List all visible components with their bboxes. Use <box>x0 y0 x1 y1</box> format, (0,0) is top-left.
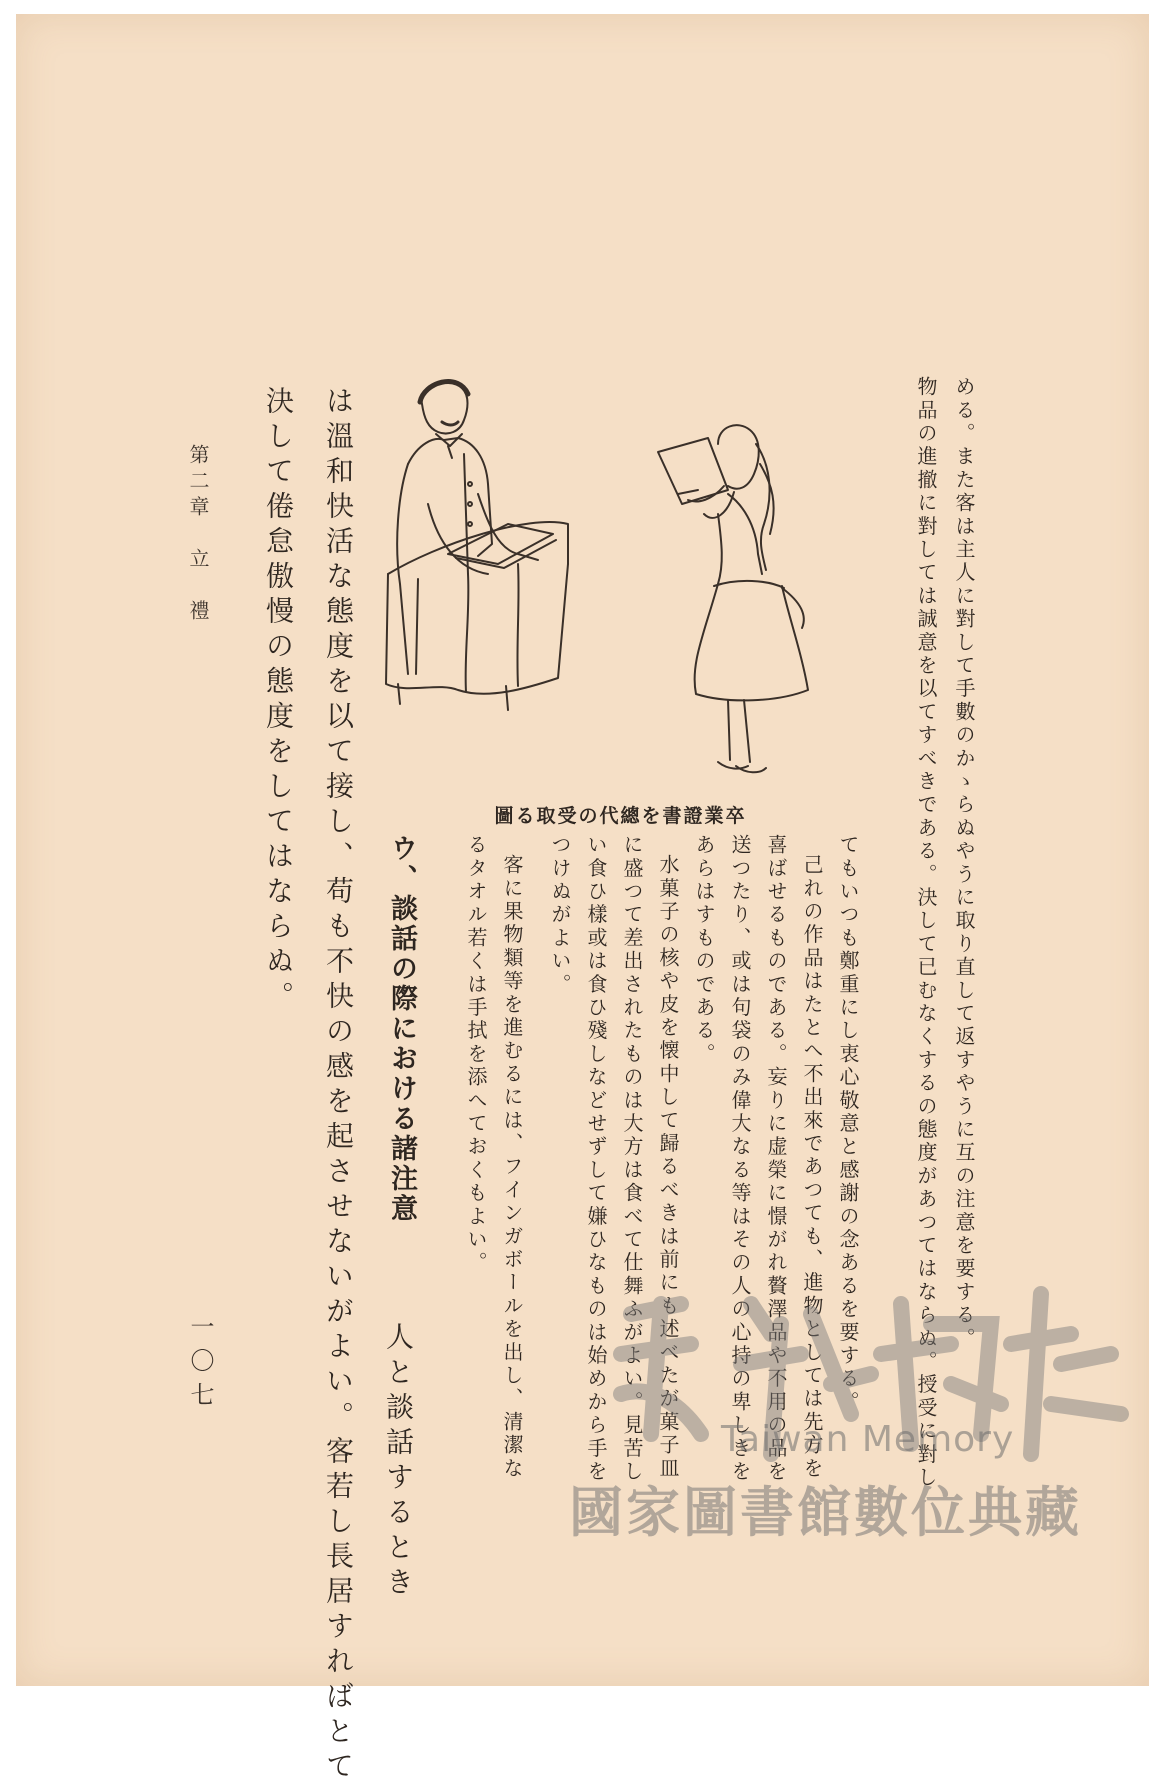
text-column-4: 己れの作品はたとへ不出來であつても、進物としては先方を <box>800 854 824 1481</box>
text-column-13: るタオル若くは手拭を添へておくもよい。 <box>464 834 488 1275</box>
text-column-1: める。また客は主人に對して手數のかゝらぬやうに取り直して返すやうに互の注意を要する。 <box>952 376 976 1351</box>
text-column-5: 喜ばせるものである。妄りに虚榮に憬がれ贅澤品や不用の品を <box>764 834 788 1484</box>
page-number: 一〇七 <box>186 1314 214 1416</box>
text-column-3: てもいつも鄭重にし衷心敬意と感謝の念あるを要する。 <box>836 834 860 1414</box>
text-column-8: 水菓子の核や皮を懐中して歸るべきは前にも述べたが菓子皿 <box>656 854 680 1481</box>
text-column-12: 客に果物類等を進むるには、フインガボールを出し、清潔な <box>500 854 524 1481</box>
running-head: 第二章 立 禮 <box>186 444 210 626</box>
watermark-chinese: 國家圖書館數位典藏 <box>569 1481 1082 1544</box>
body-column-2: 決して倦怠傲慢の態度をしてはならぬ。 <box>262 386 295 1016</box>
watermark-english: Taiwan Memory <box>721 1419 1015 1460</box>
text-column-11: つけぬがよい。 <box>548 834 572 997</box>
text-column-9: に盛つて差出されたものは大方は食べて仕舞ふがよい。見苦し <box>620 834 644 1484</box>
text-column-2: 物品の進撤に對しては誠意を以てすべきである。決して已むなくするの態度があつてはならぬ。授受に對し <box>914 376 938 1490</box>
book-page <box>16 14 1149 1786</box>
heading-continuation: 人と談話するとき <box>382 1322 415 1602</box>
text-column-6: 送つたり、或は句袋のみ偉大なる等はその人の心持の卑しきを <box>728 834 752 1484</box>
graduation-ceremony-illustration-icon <box>378 374 868 784</box>
body-column-1: は溫和快活な態度を以て接し、苟も不快の感を起させないがよい。客若し長居すればとて <box>322 386 355 1786</box>
text-column-7: あらはすものである。 <box>692 834 716 1066</box>
illustration-caption: 卒業證書を總代の受取る圖 <box>494 805 747 827</box>
text-column-10: い食ひ樣或は食ひ殘しなどせずして嫌ひなものは始めから手を <box>584 834 608 1484</box>
section-heading: ウ、談話の際における諸注意 <box>386 834 417 1224</box>
